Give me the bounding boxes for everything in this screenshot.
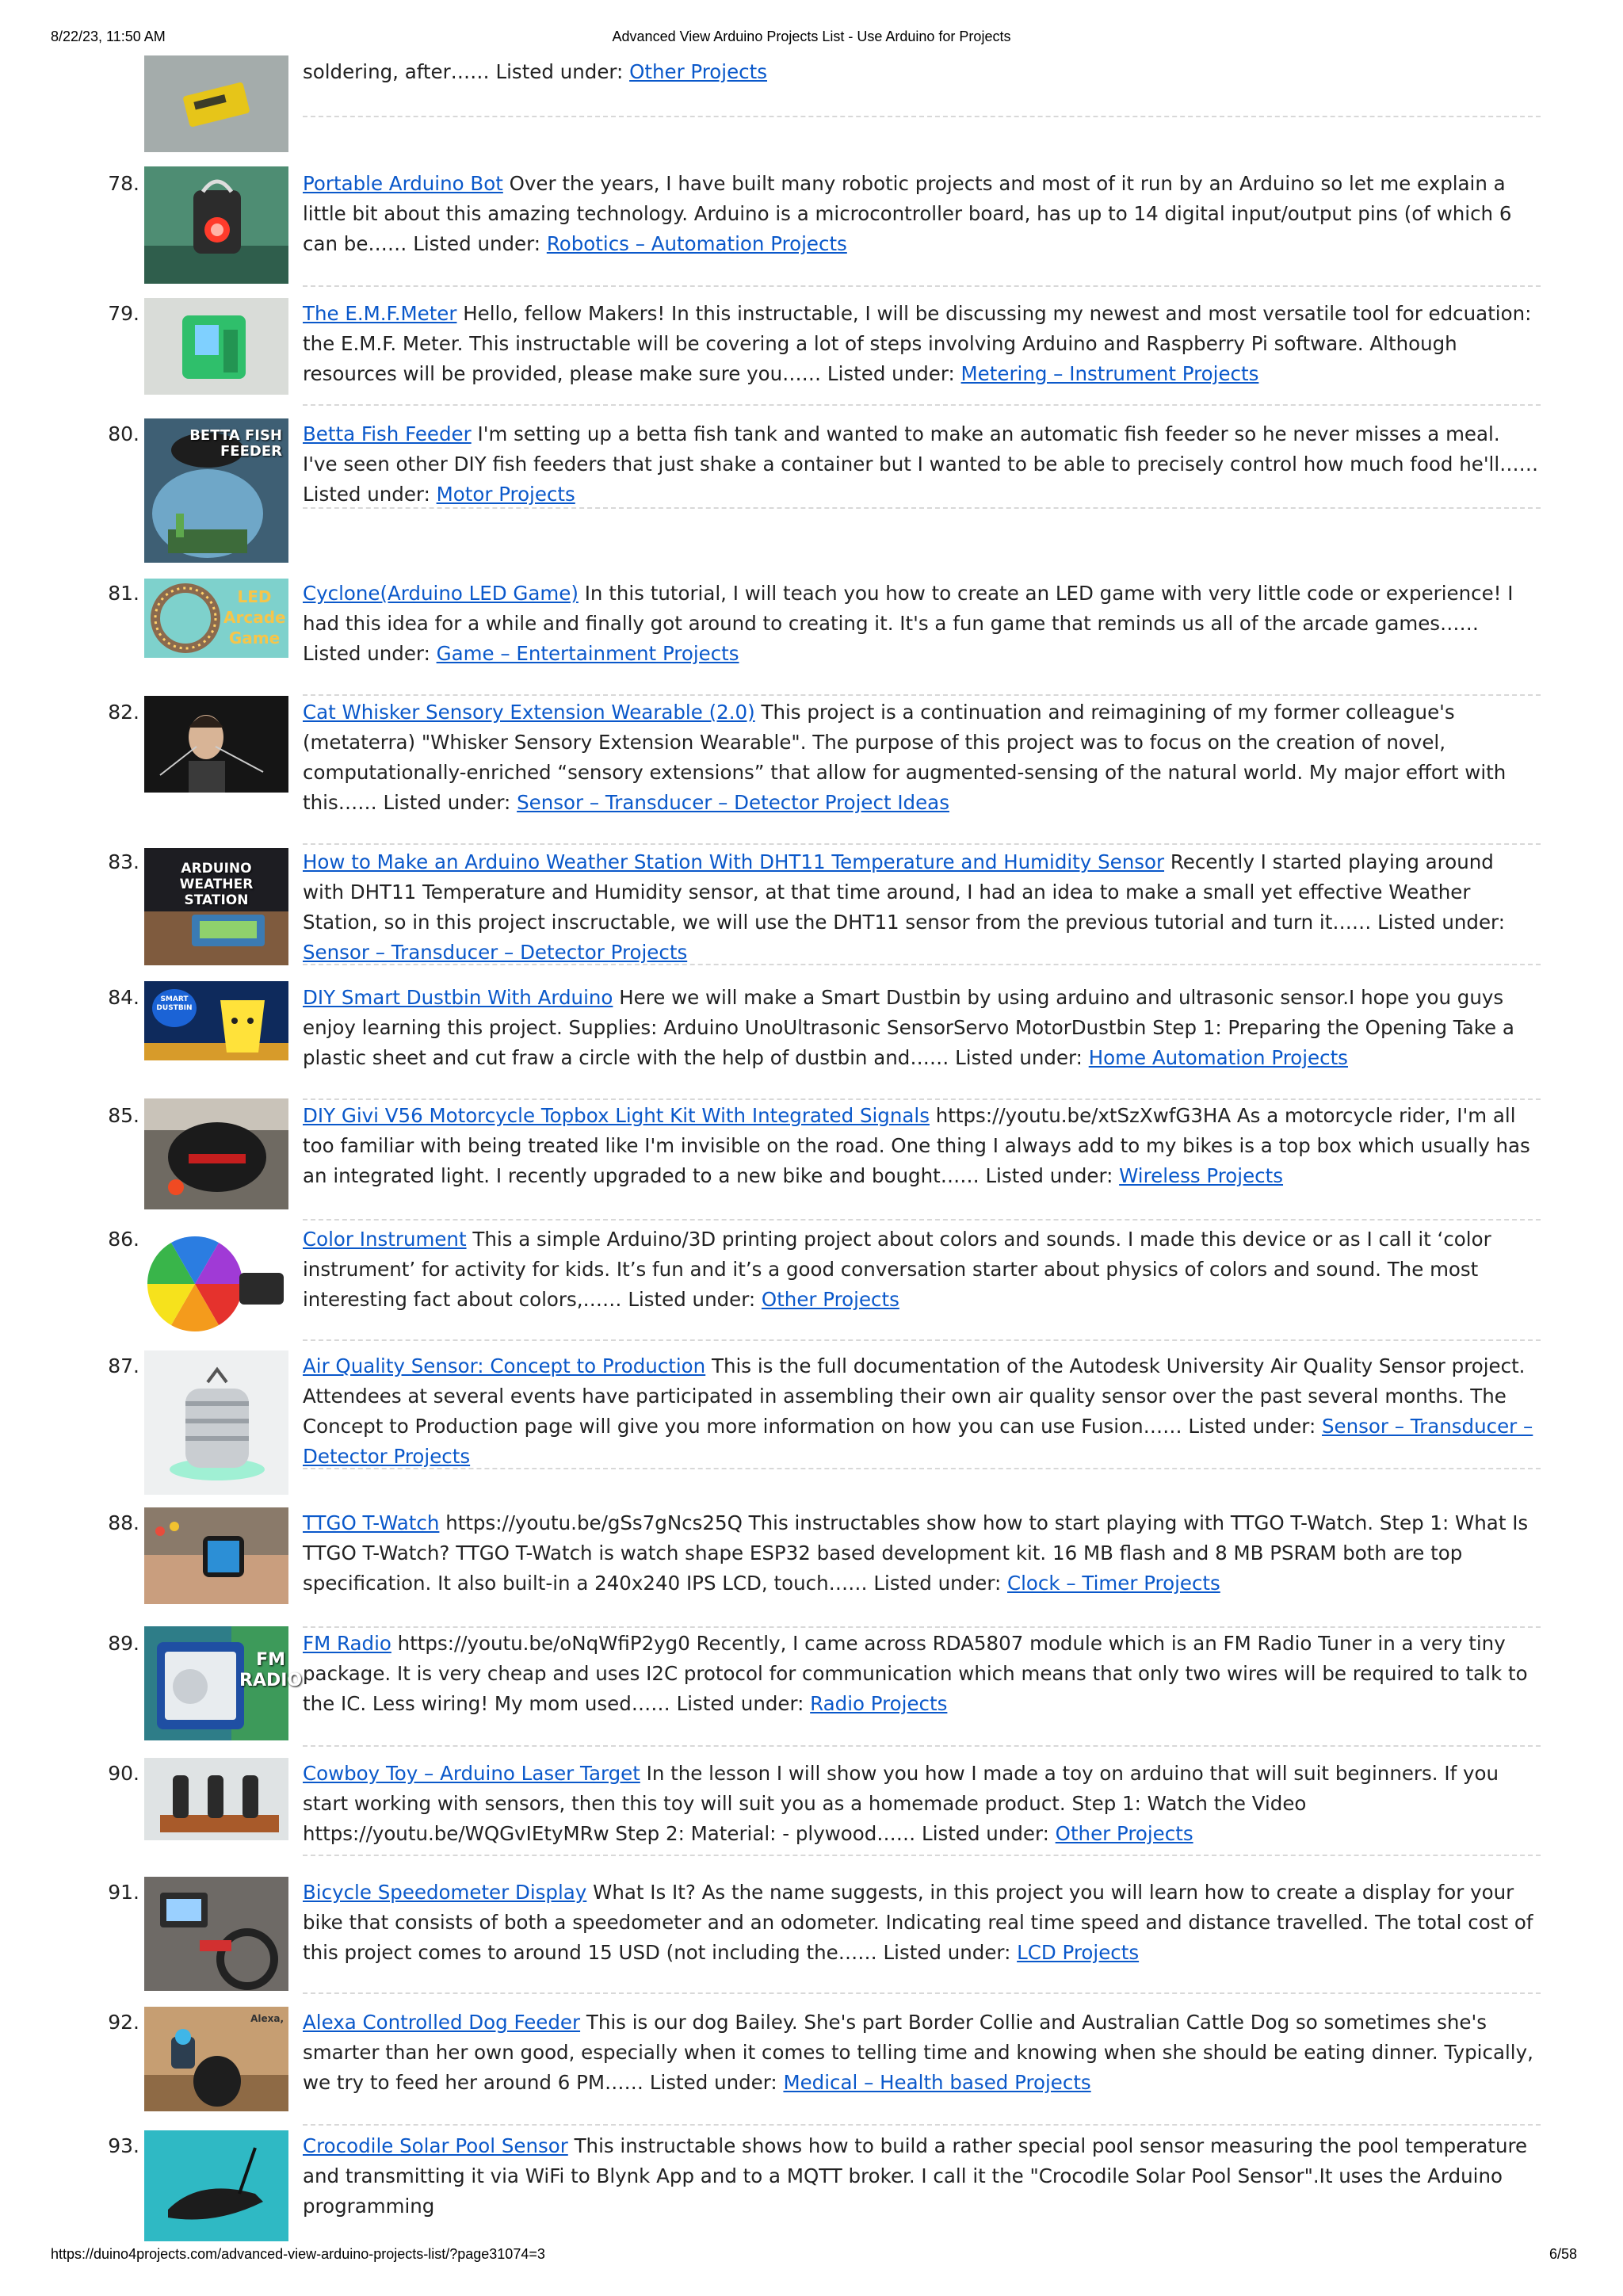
robot-icon[interactable] [144, 166, 288, 284]
project-title-link[interactable]: Cat Whisker Sensory Extension Wearable (2.0) [303, 701, 755, 724]
divider [303, 1098, 1541, 1100]
list-item-text: Crocodile Solar Pool Sensor This instructable shows how to build a rather special pool sensor measuring the pool temperature and transmitting it via WiFi to Blynk App and to a MQTT broker. I call it the "Crocodile Solar Pool Sensor".It uses the Arduino programming [303, 2134, 1528, 2218]
dustbin-icon[interactable] [144, 981, 288, 1060]
list-item-text: The E.M.F.Meter Hello, fellow Makers! In this instructable, I will be discussing my newest and most versatile tool for edcuation: the E.M.F. Meter. This instructable will be covering a lot of steps involving Arduino and Raspberry Pi software. Although resources will be provided, please make sure you…… Listed under: Metering – Instrument Projects [303, 302, 1532, 385]
project-title-link[interactable]: Portable Arduino Bot [303, 172, 503, 195]
item-number: 82. [108, 701, 139, 724]
list-item-text: How to Make an Arduino Weather Station With DHT11 Temperature and Humidity Sensor Recently I started playing around with DHT11 Temperature and Humidity sensor, at that time around, I had an idea to make a small yet effective Weather Station, so in this project inscructable, we will use the DHT11 sensor from the previous tutorial and turn it…… Listed under: Sensor – Transducer – Detector Projects [303, 850, 1505, 964]
category-link[interactable]: Other Projects [629, 60, 768, 83]
divider [303, 116, 1541, 117]
pcb-board-icon[interactable] [144, 55, 288, 152]
item-number: 80. [108, 422, 139, 445]
project-title-link[interactable]: Cyclone(Arduino LED Game) [303, 582, 579, 605]
print-header [0, 0, 1623, 44]
divider [303, 1992, 1541, 1994]
project-title-link[interactable]: How to Make an Arduino Weather Station With DHT11 Temperature and Humidity Sensor [303, 850, 1165, 873]
air-sensor-icon[interactable] [144, 1350, 288, 1495]
divider [303, 964, 1541, 965]
project-title-link[interactable]: DIY Givi V56 Motorcycle Topbox Light Kit With Integrated Signals [303, 1104, 930, 1127]
divider [303, 1855, 1541, 1856]
thumb-caption: BETTA FISH FEEDER [189, 427, 282, 460]
project-title-link[interactable]: DIY Smart Dustbin With Arduino [303, 986, 613, 1009]
item-number: 83. [108, 850, 139, 873]
divider [303, 1468, 1541, 1469]
thumb-caption: SMART DUSTBIN [156, 995, 193, 1012]
item-number: 78. [108, 172, 139, 195]
page-number: 6/58 [1549, 2246, 1577, 2262]
divider [303, 694, 1541, 696]
thumb-caption: FM RADIO [239, 1650, 303, 1690]
category-link[interactable]: LCD Projects [1017, 1941, 1140, 1964]
list-item-text: Alexa Controlled Dog Feeder This is our dog Bailey. She's part Border Collie and Australian Cattle Dog so sometimes she's smarter than her own good, especially when it comes to telling time and knowing when she should be eating dinner. Typically, we try to feed her around 6 PM…… Listed under: Medical – Health based Projects [303, 2011, 1533, 2094]
category-link[interactable]: Wireless Projects [1119, 1164, 1284, 1187]
divider [303, 1339, 1541, 1341]
list-item-text: TTGO T-Watch https://youtu.be/gSs7gNcs25Q This instructables show how to start playing with TTGO T-Watch. Step 1: What Is TTGO T-Watch? TTGO T-Watch is watch shape ESP32 based development kit. 16 MB flash and 8 MB PSRAM both are top specification. It also built-in a 240x240 IPS LCD, touch…… Listed under: Clock – Timer Projects [303, 1511, 1529, 1595]
weather-station-icon[interactable] [144, 848, 288, 965]
divider [303, 1219, 1541, 1221]
project-title-link[interactable]: Bicycle Speedometer Display [303, 1881, 587, 1904]
list-item-text: Air Quality Sensor: Concept to Production This is the full documentation of the Autodesk University Air Quality Sensor project. Attendees at several events have participated in assembling their own air quality sensor over the past several months. The Concept to Production page will give you more information on how you can use Fusion…… Listed under: Sensor – Transducer – Detector Projects [303, 1354, 1533, 1468]
item-number: 91. [108, 1881, 139, 1904]
print-footer [0, 2246, 1623, 2296]
item-number: 79. [108, 302, 139, 325]
project-title-link[interactable]: TTGO T-Watch [303, 1511, 440, 1534]
divider [303, 507, 1541, 509]
list-item-text: Betta Fish Feeder I'm setting up a betta fish tank and wanted to make an automatic fish feeder so he never misses a meal. I've seen other DIY fish feeders that just shake a container but I wanted to be able to precisely control how much food he'll…… Listed under: Motor Projects [303, 422, 1539, 506]
list-item-text: Cat Whisker Sensory Extension Wearable (2.0) This project is a continuation and reimagining of my former colleague's (metaterra) "Whisker Sensory Extension Wearable". The purpose of this project was to focus on the creation of novel, computationally-enriched “sensory extensions” that allow for augmented-sensing of the natural world. My major effort with this…… Listed under: Sensor – Transducer – Detector Project Ideas [303, 701, 1507, 814]
list-item-text: Portable Arduino Bot Over the years, I have built many robotic projects and most of it run by an Arduino so let me explain a little bit about this amazing technology. Arduino is a microcontroller board, has up to 14 digital input/output pins (of which 6 can be…… Listed under: Robotics – Automation Projects [303, 172, 1512, 255]
category-link[interactable]: Sensor – Transducer – Detector Projects [303, 1415, 1533, 1468]
item-number: 90. [108, 1762, 139, 1785]
category-link[interactable]: Sensor – Transducer – Detector Project Ideas [517, 791, 949, 814]
item-number: 92. [108, 2011, 139, 2034]
print-datetime: 8/22/23, 11:50 AM [51, 29, 166, 44]
project-title-link[interactable]: Cowboy Toy – Arduino Laser Target [303, 1762, 640, 1785]
color-wheel-icon[interactable] [144, 1225, 288, 1335]
page-title: Advanced View Arduino Projects List - Use Arduino for Projects [612, 29, 1011, 44]
list-item-text: DIY Smart Dustbin With Arduino Here we will make a Smart Dustbin by using arduino and ultrasonic sensor.I hope you guys enjoy learning this project. Supplies: Arduino UnoUltrasonic SensorServo MotorDustbin Step 1: Preparing the Opening Take a plastic sheet and cut fraw a circle with the help of dustbin and…… Listed under: Home Automation Projects [303, 986, 1514, 1069]
project-title-link[interactable]: The E.M.F.Meter [303, 302, 457, 325]
list-item-text: Bicycle Speedometer Display What Is It? As the name suggests, in this project you will learn how to create a display for your bike that consists of both a speedometer and an odometer. Indicating real time speed and distance travelled. The total cost of this project comes to around 15 USD (not including the…… Listed under: LCD Projects [303, 1881, 1533, 1964]
crocodile-sensor-icon[interactable] [144, 2130, 288, 2241]
led-ring-icon[interactable] [144, 579, 288, 658]
item-number: 87. [108, 1354, 139, 1377]
bicycle-icon[interactable] [144, 1877, 288, 1991]
list-item-text: Cyclone(Arduino LED Game) In this tutorial, I will teach you how to create an LED game with very little code or experience! I had this idea for a while and finally got around to creating it. It's a fun game that reminds us all of the arcade games…… Listed under: Game – Entertainment Projects [303, 582, 1514, 665]
category-link[interactable]: Clock – Timer Projects [1007, 1572, 1220, 1595]
category-link[interactable]: Home Automation Projects [1088, 1046, 1348, 1069]
motorcycle-topbox-icon[interactable] [144, 1098, 288, 1209]
dog-feeder-icon[interactable] [144, 2007, 288, 2111]
list-item-text: DIY Givi V56 Motorcycle Topbox Light Kit With Integrated Signals https://youtu.be/xtSzXwfG3HA As a motorcycle rider, I'm all too familiar with being treated like I'm invisible on the road. One thing I always add to my bikes is a top box which usually has an integrated light. I recently upgraded to a new bike and bought…… Listed under: Wireless Projects [303, 1104, 1530, 1187]
page-url: https://duino4projects.com/advanced-view-arduino-projects-list/?page31074=3 [51, 2246, 545, 2262]
fish-tank-icon[interactable] [144, 418, 288, 563]
wearable-icon[interactable] [144, 696, 288, 793]
category-link[interactable]: Medical – Health based Projects [783, 2071, 1091, 2094]
category-link[interactable]: Radio Projects [810, 1692, 948, 1715]
laser-target-icon[interactable] [144, 1758, 288, 1840]
item-number: 84. [108, 986, 139, 1009]
thumb-caption: ARDUINO WEATHER STATION [179, 861, 254, 908]
smartwatch-icon[interactable] [144, 1507, 288, 1604]
item-number: 89. [108, 1632, 139, 1655]
divider [303, 1626, 1541, 1628]
divider [303, 1745, 1541, 1747]
radio-icon[interactable] [144, 1626, 303, 1740]
category-link[interactable]: Other Projects [761, 1288, 899, 1311]
project-title-link[interactable]: Alexa Controlled Dog Feeder [303, 2011, 581, 2034]
item-number: 81. [108, 582, 139, 605]
project-title-link[interactable]: FM Radio [303, 1632, 391, 1655]
project-title-link[interactable]: Color Instrument [303, 1228, 467, 1251]
item-number: 88. [108, 1511, 139, 1534]
list-item-text: Color Instrument This a simple Arduino/3D printing project about colors and sounds. I made this device or as I call it ‘color instrument’ for activity for kids. It’s fun and it’s a good conversation starter about physics of colors and sound. The most interesting fact about colors,…… Listed under: Other Projects [303, 1228, 1491, 1311]
list-item-text: Cowboy Toy – Arduino Laser Target In the lesson I will show you how I made a toy on arduino that will suit beginners. If you start working with sensors, then this toy will suit you as a homemade product. Step 1: Watch the Video https://youtu.be/WQGvIEtyMRw Step 2: Material: - plywood…… Listed under: Other Projects [303, 1762, 1499, 1845]
project-title-link[interactable]: Betta Fish Feeder [303, 422, 472, 445]
project-title-link[interactable]: Crocodile Solar Pool Sensor [303, 2134, 568, 2157]
item-number: 86. [108, 1228, 139, 1251]
divider [303, 2124, 1541, 2126]
category-link[interactable]: Metering – Instrument Projects [960, 362, 1259, 385]
thumb-caption: Alexa, [250, 2013, 284, 2024]
project-title-link[interactable]: Air Quality Sensor: Concept to Production [303, 1354, 706, 1377]
list-item-text: soldering, after…… Listed under: Other Projects [303, 60, 768, 83]
divider [303, 404, 1541, 406]
list-item-text: FM Radio https://youtu.be/oNqWfiP2yg0 Recently, I came across RDA5807 module which is an FM Radio Tuner in a very tiny package. It is very cheap and uses I2C protocol for communication which means that only two wires will be required to talk to the IC. Less wiring! My mom used…… Listed under: Radio Projects [303, 1632, 1528, 1715]
category-link[interactable]: Robotics – Automation Projects [546, 232, 847, 255]
category-link[interactable]: Other Projects [1055, 1822, 1193, 1845]
category-link[interactable]: Game – Entertainment Projects [436, 642, 739, 665]
item-number: 93. [108, 2134, 139, 2157]
divider [303, 843, 1541, 845]
divider [303, 285, 1541, 287]
thumb-caption: LED Arcade Game [223, 587, 286, 648]
category-link[interactable]: Motor Projects [436, 483, 575, 506]
item-number: 85. [108, 1104, 139, 1127]
category-link[interactable]: Sensor – Transducer – Detector Projects [303, 941, 688, 964]
meter-icon[interactable] [144, 298, 288, 395]
